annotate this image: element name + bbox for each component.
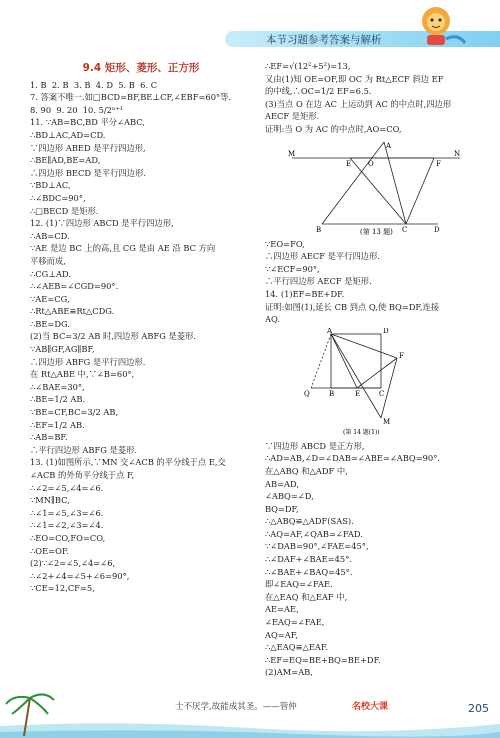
right-column — [265, 60, 487, 679]
figure-14-caption: (第 14 题(1)) — [343, 428, 380, 436]
right-c-line: ∵∠DAB=90°,∠FAE=45°, — [265, 541, 369, 552]
right-c-line: ∵四边形 ABCD 是正方形, — [265, 440, 365, 451]
footer-motto: 士不厌学,故能成其圣。——管仲 — [175, 702, 297, 712]
svg-text:B: B — [316, 225, 322, 234]
right-c-line: ∠EAQ=∠FAE, — [265, 617, 325, 628]
right-b-line: ∴四边形 AECF 是平行四边形. — [265, 251, 381, 262]
left-line: ∴□BECD 是矩形. — [30, 205, 99, 216]
svg-text:N: N — [454, 149, 461, 158]
page-number: 205 — [468, 702, 489, 715]
left-line: ∴∠2=∠5,∠4=∠6. — [30, 482, 104, 493]
left-line: (2)∵∠2=∠5,∠4=∠6, — [30, 558, 116, 569]
right-c-line: ∴AD=AB,∠D=∠DAB=∠ABE=∠ABQ=90°. — [265, 453, 440, 464]
left-line: 13. (1)如图所示,∵MN 交∠ACB 的平分线于点 E,交 — [30, 457, 226, 468]
left-line: ∵AB∥GF,AG∥BF, — [30, 344, 95, 355]
right-b-line: ∵∠ECF=90°, — [265, 263, 320, 274]
svg-text:D: D — [434, 225, 440, 234]
right-c-line: ∠ABQ=∠D, — [265, 491, 314, 502]
left-line: (2)当 BC=3/2 AB 时,四边形 ABFG 是菱形. — [30, 331, 197, 342]
right-b-line: ∴平行四边形 AECF 是矩形. — [265, 276, 372, 287]
left-line: 8. 90 9. 20 10. 5/2ⁿ⁺¹ — [30, 104, 124, 115]
left-line: ∴∠1=∠2,∠3=∠4. — [30, 520, 104, 531]
left-line: ∴EO=CO,FO=CO, — [30, 532, 106, 543]
left-line: ∴AB=CD. — [30, 230, 70, 241]
svg-text:D: D — [383, 327, 389, 335]
left-line: ∵MN∥BC, — [30, 495, 70, 506]
svg-text:B: B — [329, 389, 335, 398]
left-line: ∴BE=1/2 AB. — [30, 394, 86, 405]
left-line: 平移而成, — [30, 255, 66, 266]
left-line: ∴∠BAE=30°, — [30, 381, 85, 392]
right-answer-lines-c — [265, 440, 487, 679]
left-line: ∠ACB 的外角平分线于点 F, — [30, 470, 135, 480]
right-c-line: ∴∠DAF+∠BAE=45°. — [265, 554, 352, 565]
svg-text:A: A — [386, 141, 392, 150]
right-a-line: AECF 是矩形. — [265, 111, 320, 122]
left-line: ∴AB=BF. — [30, 432, 68, 443]
svg-text:O: O — [368, 159, 374, 168]
left-line: ∴∠2+∠4=∠5+∠6=90°, — [30, 570, 130, 581]
left-line: ∴∠1=∠5,∠3=∠6. — [30, 507, 104, 518]
svg-text:E: E — [355, 389, 361, 398]
left-column — [30, 60, 252, 595]
figure-13 — [288, 138, 464, 236]
page-header — [0, 0, 500, 56]
left-line: ∴平行四边形 ABFG 是菱形. — [30, 444, 138, 455]
left-line: ∴∠AEB=∠CGD=90°. — [30, 281, 119, 292]
left-line: ∵CE=12,CF=5, — [30, 583, 95, 594]
left-line: ∴∠BDC=90°, — [30, 192, 86, 203]
right-b-line: AQ. — [265, 314, 281, 325]
left-line: ∴四边形 BECD 是平行四边形. — [30, 167, 147, 178]
right-answer-lines-b — [265, 238, 487, 326]
right-c-line: AE=AE, — [265, 604, 299, 615]
right-b-line: 14. (1)EF=BE+DF. — [265, 288, 345, 299]
right-c-line: AB=AD, — [265, 478, 300, 489]
left-line: ∵BE=CF,BC=3/2 AB, — [30, 407, 119, 418]
left-line: 7. 答案不唯一.如□BCD=BF,BE⊥CF,∠EBF=60°等. — [30, 92, 232, 103]
left-line: ∴EF=1/2 AB. — [30, 419, 85, 430]
left-line: ∵BD⊥AC, — [30, 180, 71, 191]
right-c-line: BQ=DF, — [265, 503, 299, 514]
right-b-line: ∵EO=FO, — [265, 238, 305, 249]
left-line: 1. B 2. B 3. B 4. D 5. B 6. C — [30, 79, 158, 90]
svg-text:Q: Q — [304, 389, 310, 398]
right-c-line: ∴△ABQ≌△ADF(SAS). — [265, 516, 354, 527]
right-c-line: ∴∠BAE+∠BAQ=45°. — [265, 566, 353, 577]
left-line: 12. (1)∵四边形 ABCD 是平行四边形, — [30, 218, 174, 229]
left-line: ∴BE∥AD,BE=AD, — [30, 155, 101, 166]
lion-mascot-icon — [410, 3, 468, 51]
svg-text:M: M — [288, 149, 296, 158]
right-a-line: (3)当点 O 在边 AC 上运动到 AC 的中点时,四边形 — [265, 98, 452, 109]
left-line: ∴Rt△ABE≌Rt△CDG. — [30, 306, 115, 317]
right-a-line: ∴EF=√(12²+5²)=13, — [265, 61, 351, 71]
svg-text:E: E — [346, 159, 352, 168]
brand-logo: 名校大课 — [352, 702, 389, 712]
figure-13-caption: (第 13 题) — [360, 227, 393, 236]
svg-text:C: C — [379, 389, 385, 398]
left-line: ∴CG⊥AD. — [30, 268, 72, 279]
beach-footer-decoration — [0, 690, 500, 738]
right-a-line: 又由(1)知 OE=OF,即 OC 为 Rt△ECF 斜边 EF — [265, 73, 444, 84]
left-line: 11. ∵AB=BC,BD 平分∠ABC, — [30, 117, 145, 128]
left-answer-lines — [30, 79, 252, 595]
right-a-line: 证明:当 O 为 AC 的中点时,AO=CO, — [265, 123, 402, 134]
left-line: ∵AE 是边 BC 上的高,且 CG 是由 AE 沿 BC 方向 — [30, 243, 216, 254]
left-line: ∴OE=OF. — [30, 545, 69, 556]
svg-text:F: F — [436, 159, 441, 168]
left-line: ∵四边形 ABED 是平行四边形, — [30, 142, 146, 153]
right-c-line: AQ=AF, — [265, 629, 298, 640]
section-title: 9.4 矩形、菱形、正方形 — [82, 62, 200, 74]
left-line: ∵AE=CG, — [30, 293, 70, 304]
left-line: ∴BD⊥AC,AD=CD. — [30, 129, 106, 140]
header-title: 本节习题参考答案与解析 — [266, 34, 382, 46]
right-a-line: 的中线,∴OC=1/2 EF=6.5. — [265, 86, 372, 97]
right-c-line: ∴AQ=AF,∠QAB=∠FAD. — [265, 528, 363, 539]
right-c-line: 在△EAQ 和△EAF 中, — [265, 591, 348, 602]
right-answer-lines-a — [265, 60, 487, 136]
svg-text:M: M — [383, 417, 391, 426]
left-line: 在 Rt△ABE 中,∵∠B=60°, — [30, 369, 135, 380]
svg-text:F: F — [399, 351, 404, 360]
right-c-line: 在△ABQ 和△ADF 中, — [265, 465, 348, 476]
right-c-line: 即∠EAQ=∠FAE. — [265, 579, 333, 590]
right-c-line: ∴EF=EQ=BE+BQ=BE+DF. — [265, 654, 381, 665]
right-c-line: ∴△EAQ≌△EAF. — [265, 642, 328, 653]
left-line: ∴四边形 ABFG 是平行四边形. — [30, 356, 146, 367]
svg-text:C: C — [402, 225, 408, 234]
svg-text:A: A — [327, 327, 333, 335]
left-line: ∴BE=DG. — [30, 318, 71, 329]
figure-14 — [301, 328, 451, 438]
right-c-line: (2)AM=AB, — [265, 667, 313, 678]
right-b-line: 证明:如图(1),延长 CB 到点 Q,使 BQ=DF,连接 — [265, 301, 440, 312]
